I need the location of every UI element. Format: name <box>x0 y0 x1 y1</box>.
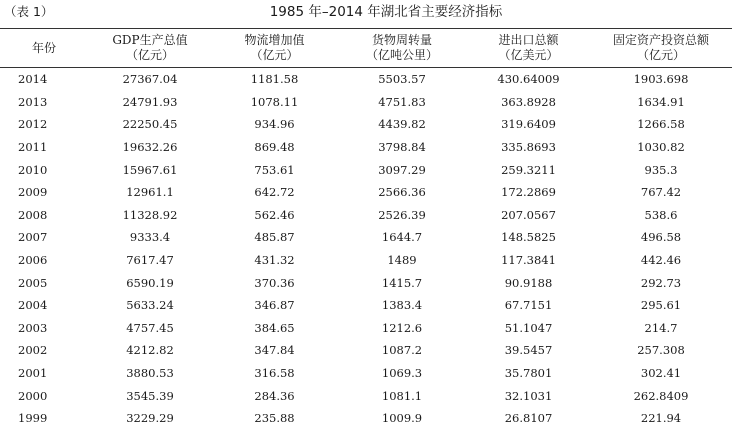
gdp-cell: 9333.4 <box>129 230 171 245</box>
investment-cell: 1266.58 <box>637 117 685 132</box>
year-cell: 2006 <box>18 253 48 268</box>
logistics-cell: 1078.11 <box>250 94 299 109</box>
year-cell: 2014 <box>18 72 48 87</box>
freight-cell: 1069.3 <box>381 366 423 381</box>
freight-cell: 1087.2 <box>381 343 423 358</box>
import-export-cell: 67.7151 <box>504 298 553 313</box>
investment-cell: 262.8409 <box>633 388 689 403</box>
gdp-cell: 11328.92 <box>122 207 178 222</box>
investment-cell: 214.7 <box>644 320 678 335</box>
freight-cell: 1383.4 <box>381 298 423 313</box>
freight-cell: 1415.7 <box>381 275 423 290</box>
table-row <box>0 317 732 340</box>
logistics-cell: 284.36 <box>254 388 295 403</box>
investment-cell: 1634.91 <box>637 94 685 109</box>
logistics-cell: 869.48 <box>254 140 295 155</box>
freight-cell: 1489 <box>387 253 417 268</box>
table-row <box>0 113 732 136</box>
import-export-cell: 148.5825 <box>501 230 556 245</box>
year-cell: 2010 <box>18 162 48 177</box>
import-export-cell: 335.8693 <box>501 140 556 155</box>
freight-cell: 1644.7 <box>381 230 423 245</box>
investment-cell: 767.42 <box>640 185 682 200</box>
table-title: 1985 年–2014 年湖北省主要经济指标 <box>269 4 503 20</box>
freight-cell: 4751.83 <box>378 94 426 109</box>
table-row <box>0 91 732 114</box>
investment-cell: 221.94 <box>640 411 682 426</box>
table-row <box>0 271 732 294</box>
investment-cell: 538.6 <box>644 207 678 222</box>
freight-cell: 3097.29 <box>378 162 426 177</box>
year-cell: 2011 <box>18 140 48 155</box>
import-export-cell: 90.9188 <box>504 275 553 290</box>
gdp-cell: 4212.82 <box>126 343 174 358</box>
table-header-row <box>0 29 732 68</box>
gdp-cell: 3880.53 <box>126 366 174 381</box>
table-body <box>0 68 732 430</box>
logistics-cell: 316.58 <box>254 366 295 381</box>
col-header-label: 固定资产投资总额 <box>612 33 709 47</box>
logistics-cell: 1181.58 <box>250 72 299 87</box>
gdp-cell: 24791.93 <box>122 94 178 109</box>
col-header-year <box>0 29 88 68</box>
col-header-label: 进出口总额 <box>498 33 559 47</box>
col-header-unit: （亿美元） <box>498 48 559 62</box>
col-header-gdp <box>88 29 212 68</box>
year-cell: 2000 <box>18 388 48 403</box>
logistics-cell: 431.32 <box>254 253 295 268</box>
gdp-cell: 6590.19 <box>126 275 174 290</box>
import-export-cell: 35.7801 <box>504 366 553 381</box>
logistics-cell: 235.88 <box>254 411 295 426</box>
table-row <box>0 158 732 181</box>
freight-cell: 4439.82 <box>378 117 426 132</box>
freight-cell: 2566.36 <box>378 185 426 200</box>
col-header-fixed-asset-investment <box>590 29 732 68</box>
import-export-cell: 26.8107 <box>504 411 553 426</box>
logistics-cell: 384.65 <box>254 320 295 335</box>
col-header-unit: （亿吨公里） <box>365 48 438 62</box>
logistics-cell: 642.72 <box>254 185 295 200</box>
table-row <box>0 249 732 272</box>
col-header-label: 年份 <box>31 40 56 55</box>
col-header-freight-turnover <box>337 29 467 68</box>
freight-cell: 5503.57 <box>378 72 426 87</box>
gdp-cell: 7617.47 <box>126 253 174 268</box>
investment-cell: 1030.82 <box>637 140 685 155</box>
investment-cell: 257.308 <box>637 343 685 358</box>
import-export-cell: 172.2869 <box>501 185 556 200</box>
gdp-cell: 3545.39 <box>126 388 174 403</box>
table-row <box>0 226 732 249</box>
year-cell: 2003 <box>18 320 48 335</box>
gdp-cell: 5633.24 <box>126 298 174 313</box>
table-row <box>0 339 732 362</box>
freight-cell: 1009.9 <box>381 411 423 426</box>
investment-cell: 292.73 <box>640 275 682 290</box>
investment-cell: 496.58 <box>640 230 682 245</box>
year-cell: 2012 <box>18 117 48 132</box>
gdp-cell: 12961.1 <box>126 185 174 200</box>
logistics-cell: 934.96 <box>254 117 295 132</box>
gdp-cell: 3229.29 <box>126 411 174 426</box>
gdp-cell: 27367.04 <box>122 72 178 87</box>
year-cell: 2013 <box>18 94 48 109</box>
freight-cell: 1212.6 <box>381 320 423 335</box>
investment-cell: 442.46 <box>640 253 682 268</box>
economic-indicators-table <box>0 28 732 430</box>
table-row <box>0 294 732 317</box>
table-row <box>0 181 732 204</box>
logistics-cell: 346.87 <box>254 298 295 313</box>
logistics-cell: 370.36 <box>254 275 295 290</box>
freight-cell: 1081.1 <box>381 388 423 403</box>
investment-cell: 302.41 <box>640 366 682 381</box>
import-export-cell: 363.8928 <box>501 94 556 109</box>
import-export-cell: 32.1031 <box>504 388 553 403</box>
col-header-label: GDP生产总值 <box>112 33 188 47</box>
col-header-label: 货物周转量 <box>371 33 432 47</box>
table-row <box>0 136 732 159</box>
col-header-logistics-value-added <box>212 29 337 68</box>
investment-cell: 295.61 <box>640 298 682 313</box>
import-export-cell: 207.0567 <box>501 207 556 222</box>
investment-cell: 935.3 <box>644 162 678 177</box>
table-caption: （表 1） <box>4 4 54 19</box>
import-export-cell: 117.3841 <box>501 253 556 268</box>
year-cell: 2002 <box>18 343 48 358</box>
logistics-cell: 753.61 <box>254 162 295 177</box>
col-header-label: 物流增加值 <box>244 33 305 47</box>
year-cell: 2009 <box>18 185 48 200</box>
table-row <box>0 204 732 227</box>
import-export-cell: 259.3211 <box>501 162 556 177</box>
gdp-cell: 4757.45 <box>126 320 174 335</box>
import-export-cell: 39.5457 <box>504 343 553 358</box>
gdp-cell: 15967.61 <box>122 162 178 177</box>
table-row <box>0 384 732 407</box>
col-header-unit: （亿元） <box>250 48 299 62</box>
year-cell: 1999 <box>18 411 48 426</box>
investment-cell: 1903.698 <box>633 72 689 87</box>
table-row <box>0 68 732 91</box>
table-row <box>0 407 732 430</box>
logistics-cell: 347.84 <box>254 343 295 358</box>
year-cell: 2007 <box>18 230 48 245</box>
freight-cell: 2526.39 <box>378 207 426 222</box>
year-cell: 2004 <box>18 298 48 313</box>
year-cell: 2001 <box>18 366 48 381</box>
import-export-cell: 51.1047 <box>504 320 553 335</box>
gdp-cell: 22250.45 <box>122 117 178 132</box>
import-export-cell: 430.64009 <box>497 72 560 87</box>
col-header-unit: （亿元） <box>125 48 174 62</box>
import-export-cell: 319.6409 <box>501 117 556 132</box>
col-header-import-export <box>467 29 590 68</box>
year-cell: 2008 <box>18 207 48 222</box>
logistics-cell: 562.46 <box>254 207 295 222</box>
table-row <box>0 362 732 385</box>
freight-cell: 3798.84 <box>378 140 426 155</box>
col-header-unit: （亿元） <box>636 48 685 62</box>
logistics-cell: 485.87 <box>254 230 295 245</box>
year-cell: 2005 <box>18 275 48 290</box>
gdp-cell: 19632.26 <box>122 140 178 155</box>
